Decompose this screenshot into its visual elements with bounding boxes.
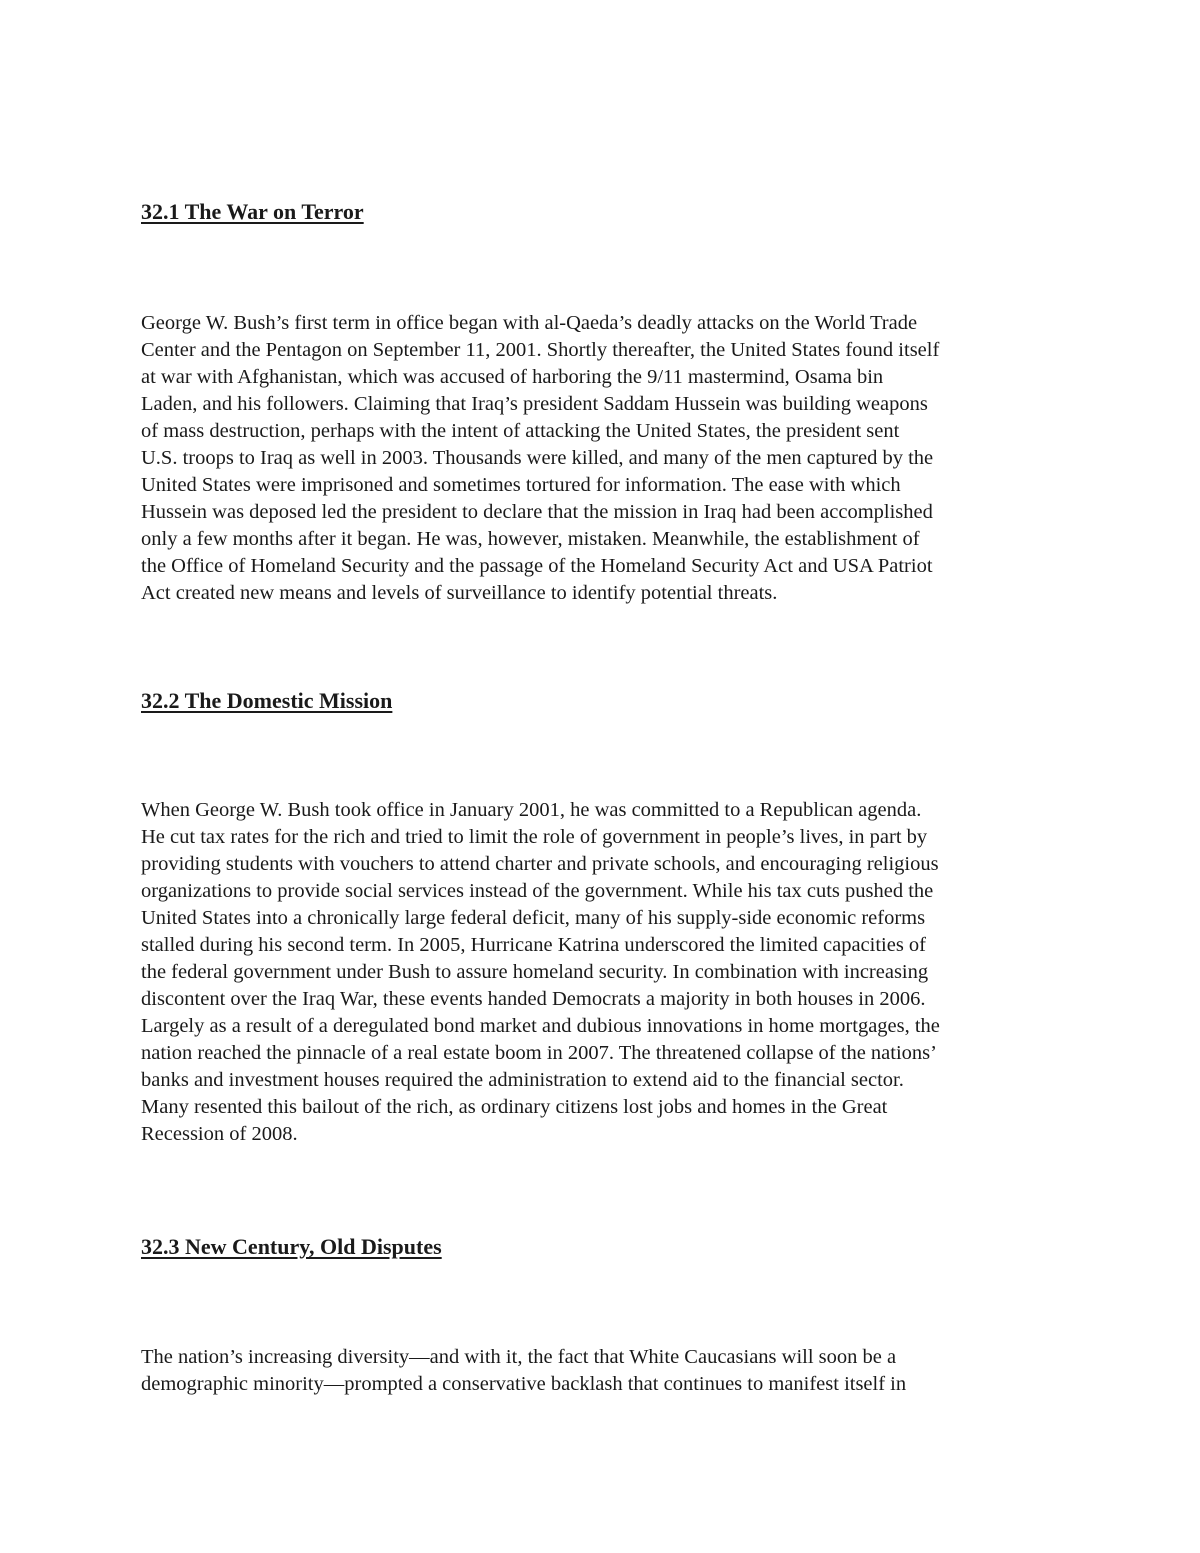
paragraph-line: organizations to provide social services instead of the government. While his tax cuts pushed the bbox=[141, 880, 934, 902]
section-paragraph-new-century bbox=[141, 1344, 1071, 1398]
paragraph-line: Hussein was deposed led the president to declare that the mission in Iraq had been accomplished bbox=[141, 501, 933, 523]
paragraph-line: Largely as a result of a deregulated bond market and dubious innovations in home mortgages, the bbox=[141, 1015, 940, 1037]
paragraph-line: United States were imprisoned and sometimes tortured for information. The ease with which bbox=[141, 474, 901, 496]
paragraph-line: Laden, and his followers. Claiming that Iraq’s president Saddam Hussein was building weapons bbox=[141, 393, 928, 415]
paragraph-line: the Office of Homeland Security and the passage of the Homeland Security Act and USA Patriot bbox=[141, 555, 933, 577]
paragraph-line: Center and the Pentagon on September 11, 2001. Shortly thereafter, the United States found itself bbox=[141, 339, 940, 361]
section-heading-new-century: 32.3 New Century, Old Disputes bbox=[141, 1234, 442, 1259]
paragraph-line: stalled during his second term. In 2005, Hurricane Katrina underscored the limited capacities of bbox=[141, 934, 927, 956]
paragraph-line: Many resented this bailout of the rich, as ordinary citizens lost jobs and homes in the Great bbox=[141, 1096, 888, 1118]
paragraph-line: When George W. Bush took office in January 2001, he was committed to a Republican agenda. bbox=[141, 799, 922, 821]
paragraph-line: U.S. troops to Iraq as well in 2003. Thousands were killed, and many of the men captured by the bbox=[141, 447, 934, 469]
paragraph-line: United States into a chronically large federal deficit, many of his supply-side economic reforms bbox=[141, 907, 926, 929]
paragraph-line: at war with Afghanistan, which was accused of harboring the 9/11 mastermind, Osama bin bbox=[141, 366, 884, 388]
section-paragraph-domestic-mission bbox=[141, 797, 1071, 1148]
section-heading-war-on-terror: 32.1 The War on Terror bbox=[141, 199, 364, 224]
paragraph-line: demographic minority—prompted a conservative backlash that continues to manifest itself in bbox=[141, 1373, 907, 1395]
paragraph-line: Act created new means and levels of surveillance to identify potential threats. bbox=[141, 582, 778, 604]
paragraph-line: Recession of 2008. bbox=[141, 1123, 298, 1145]
paragraph-line: nation reached the pinnacle of a real estate boom in 2007. The threatened collapse of the nations’ bbox=[141, 1042, 937, 1064]
paragraph-line: of mass destruction, perhaps with the intent of attacking the United States, the president sent bbox=[141, 420, 900, 442]
paragraph-line: He cut tax rates for the rich and tried to limit the role of government in people’s lives, in part by bbox=[141, 826, 928, 848]
paragraph-line: banks and investment houses required the administration to extend aid to the financial sector. bbox=[141, 1069, 904, 1091]
paragraph-line: The nation’s increasing diversity—and with it, the fact that White Caucasians will soon be a bbox=[141, 1346, 897, 1368]
paragraph-line: George W. Bush’s first term in office began with al-Qaeda’s deadly attacks on the World Trade bbox=[141, 312, 918, 334]
paragraph-line: discontent over the Iraq War, these events handed Democrats a majority in both houses in 2006. bbox=[141, 988, 926, 1010]
section-paragraph-war-on-terror bbox=[141, 310, 1071, 607]
paragraph-line: the federal government under Bush to assure homeland security. In combination with increasing bbox=[141, 961, 929, 983]
section-heading-domestic-mission: 32.2 The Domestic Mission bbox=[141, 688, 393, 713]
paragraph-line: only a few months after it began. He was, however, mistaken. Meanwhile, the establishment of bbox=[141, 528, 920, 550]
paragraph-line: providing students with vouchers to attend charter and private schools, and encouraging religious bbox=[141, 853, 939, 875]
